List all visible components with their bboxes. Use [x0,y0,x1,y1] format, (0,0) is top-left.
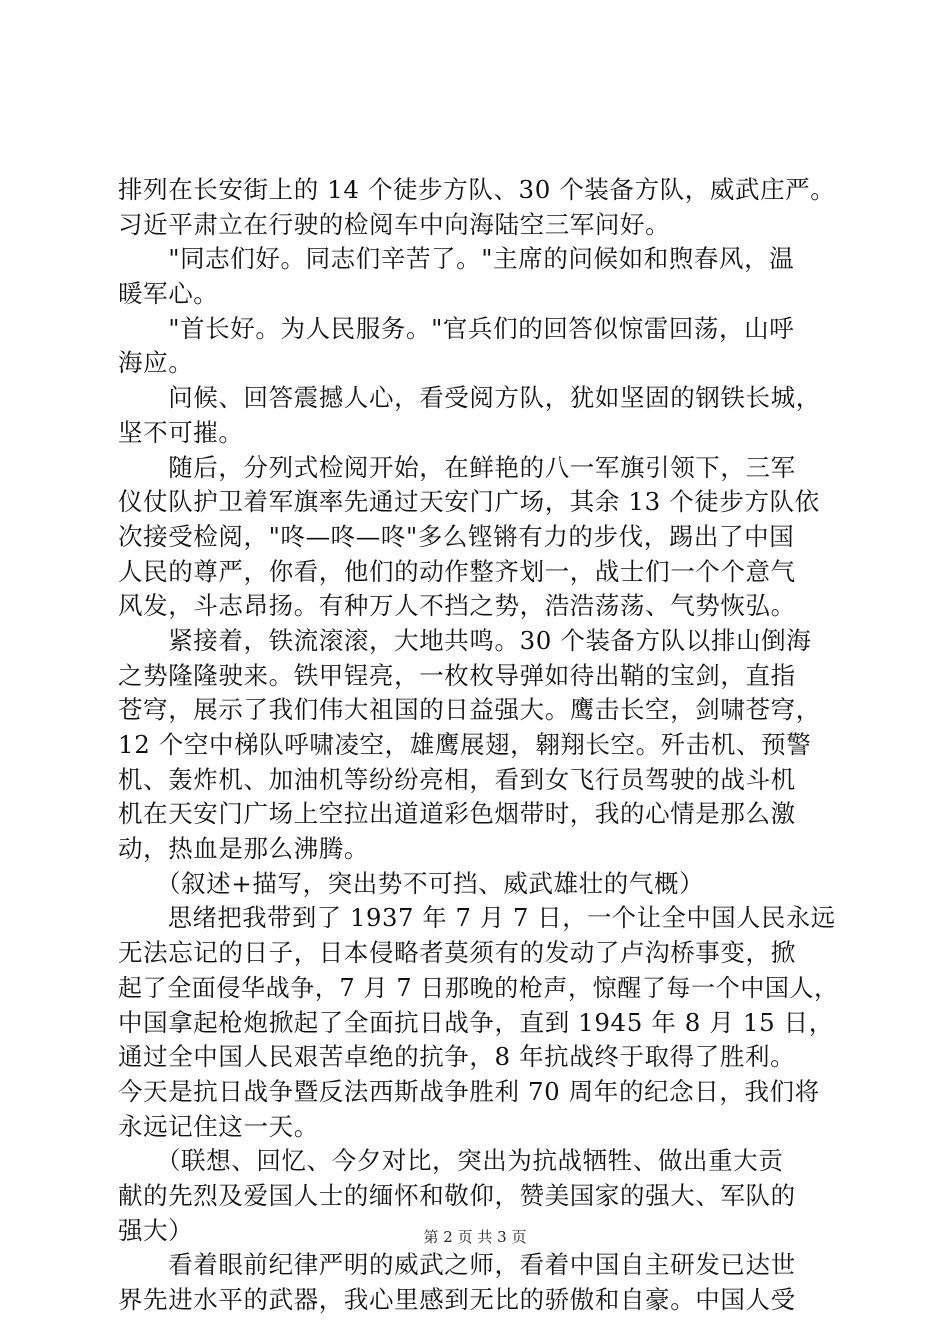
text-line: 人民的尊严，你看，他们的动作整齐划一，战士们一个个意气 [118,556,796,586]
text-line: 看着眼前纪律严明的威武之师，看着中国自主研发已达世 [118,1250,796,1280]
text-line: 紧接着，铁流滚滚，大地共鸣。30 个装备方队以排山倒海 [118,625,812,655]
text-line: 强大） [118,1215,194,1245]
text-line: 之势隆隆驶来。铁甲锃亮，一枚枚导弹如待出鞘的宝剑，直指 [118,660,796,690]
document-body [118,173,840,1318]
text-line: 通过全中国人民艰苦卓绝的抗争，8 年抗战终于取得了胜利。 [118,1042,796,1072]
text-line: 风发，斗志昂扬。有种万人不挡之势，浩浩荡荡、气势恢弘。 [118,591,796,621]
text-line: 起了全面侵华战争，7 月 7 日那晚的枪声，惊醒了每一个中国人， [118,973,839,1002]
text-line: （叙述+描写，突出势不可挡、威武雄壮的气概） [118,868,705,898]
text-line: （联想、回忆、今夕对比，突出为抗战牺牲、做出重大贡 [118,1146,784,1176]
text-line: 排列在长安街上的 14 个徒步方队、30 个装备方队，威武庄严。 [118,175,836,204]
text-line: 次接受检阅，"咚—咚—咚"多么铿锵有力的步伐，踢出了中国 [118,521,795,551]
text-line: 动，热血是那么沸腾。 [118,834,369,864]
text-line: 习近平肃立在行驶的检阅车中向海陆空三军问好。 [118,209,671,239]
text-line: 随后，分列式检阅开始，在鲜艳的八一军旗引领下，三军 [118,452,796,482]
text-line: 12 个空中梯队呼啸凌空，雄鹰展翅，翱翔长空。歼击机、预警 [118,730,812,759]
text-line: 思绪把我带到了 1937 年 7 月 7 日，一个让全中国人民永远 [118,903,836,933]
text-line: 献的先烈及爱国人士的缅怀和敬仰，赞美国家的强大、军队的 [118,1180,796,1210]
text-line: 永远记住这一天。 [118,1111,319,1141]
text-line: 苍穹，展示了我们伟大祖国的日益强大。鹰击长空，剑啸苍穹， [118,695,821,725]
text-line: 中国拿起枪炮掀起了全面抗日战争，直到 1945 年 8 月 15 日， [118,1007,834,1037]
text-line: 无法忘记的日子，日本侵略者莫须有的发动了卢沟桥事变，掀 [118,938,796,968]
text-line: 仪仗队护卫着军旗率先通过天安门广场，其余 13 个徒步方队依 [118,487,820,517]
text-line: 机、轰炸机、加油机等纷纷亮相，看到女飞行员驾驶的战斗机 [118,764,796,794]
page-footer [0,1226,950,1247]
text-line: 问候、回答震撼人心，看受阅方队，犹如坚固的钢铁长城， [118,383,821,413]
text-line: "同志们好。同志们辛苦了。"主席的问候如和煦春风，温 [118,244,795,274]
text-line: "首长好。为人民服务。"官兵们的回答似惊雷回荡，山呼 [118,313,795,343]
text-line: 机在天安门广场上空拉出道道彩色烟带时，我的心情是那么激 [118,799,796,829]
text-line: 暖军心。 [118,279,219,309]
text-line: 海应。 [118,348,194,378]
page-number-label: 第 2 页 共 3 页 [423,1228,527,1246]
text-line: 坚不可摧。 [118,417,244,447]
text-line: 今天是抗日战争暨反法西斯战争胜利 70 周年的纪念日，我们将 [118,1076,820,1106]
text-line: 界先进水平的武器，我心里感到无比的骄傲和自豪。中国人受 [118,1285,796,1314]
